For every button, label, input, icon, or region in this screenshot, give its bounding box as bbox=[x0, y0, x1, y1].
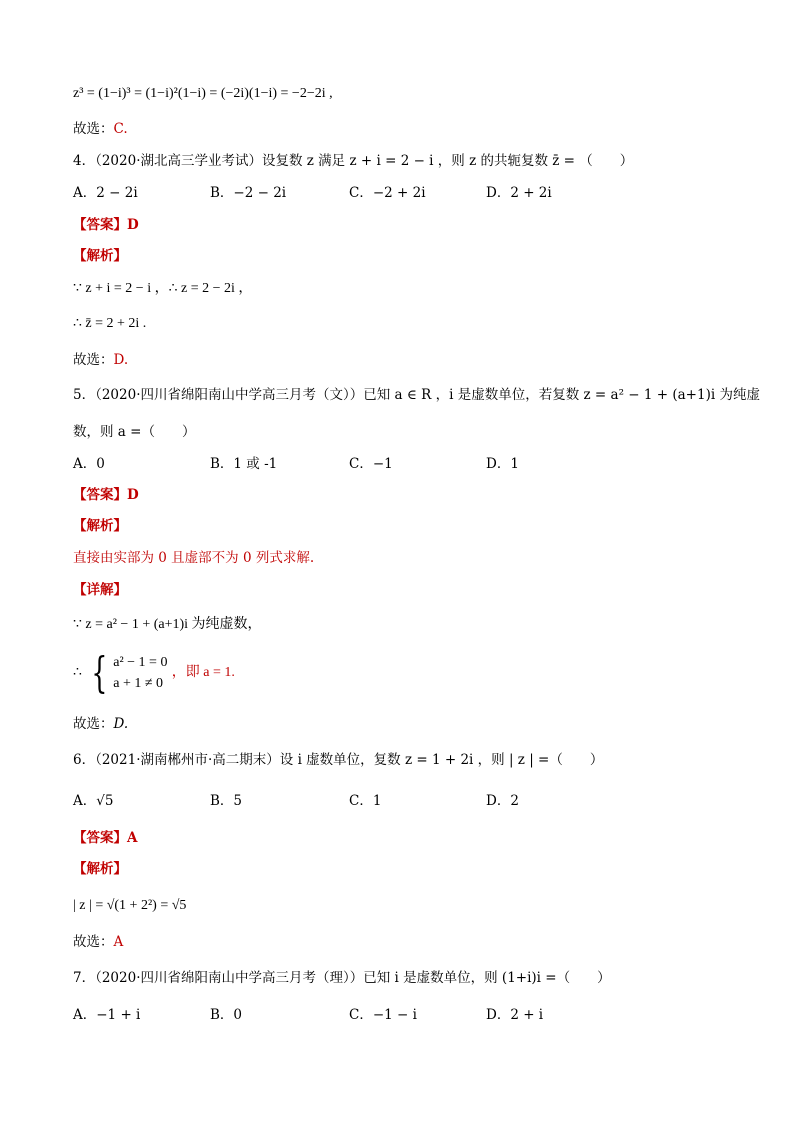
q5-option-a: A．0 bbox=[73, 456, 105, 472]
prev-solution-line: z³ = (1−i)³ = (1−i)²(1−i) = (−2i)(1−i) = −2−2i , bbox=[73, 86, 333, 101]
q7-option-c: C．−1 − i bbox=[349, 1007, 417, 1023]
q4-option-a: A．2 − 2i bbox=[73, 185, 138, 201]
q5-analysis-text: 直接由实部为 0 且虚部不为 0 列式求解. bbox=[73, 550, 315, 566]
q4-solution-line-1: ∵ z + i = 2 − i ，∴ z = 2 − 2i ， bbox=[73, 281, 253, 296]
q6-option-c: C．1 bbox=[349, 793, 382, 809]
left-brace: { bbox=[91, 648, 108, 697]
q6-option-b: B．5 bbox=[210, 793, 243, 809]
q5-option-d: D．1 bbox=[486, 456, 519, 472]
therefore-symbol: ∴ bbox=[73, 665, 82, 680]
answer-value: D bbox=[127, 217, 139, 233]
q4-solution-line-2: ∴ z̄ = 2 + 2i . bbox=[73, 316, 147, 331]
prev-final-answer bbox=[73, 119, 128, 139]
q6-final-answer: 故选：A bbox=[73, 934, 124, 950]
q6-analysis-label: 【解析】 bbox=[73, 861, 127, 877]
system-equation-1: a² − 1 = 0 bbox=[113, 655, 168, 670]
q4-answer bbox=[73, 215, 139, 235]
q4-option-b: B．−2 − 2i bbox=[210, 185, 287, 201]
choose-label: 故选： bbox=[73, 121, 114, 137]
q7-option-d: D．2 + i bbox=[486, 1007, 544, 1023]
q6-solution: | z | = √(1 + 2²) = √5 bbox=[73, 898, 187, 913]
q4-option-c: C．−2 + 2i bbox=[349, 185, 426, 201]
q5-final-answer: 故选：D. bbox=[73, 716, 129, 732]
q5-option-c: C．−1 bbox=[349, 456, 393, 472]
question-6-stem: 6．（2021·湖南郴州市·高二期末）设 i 虚数单位，复数 z = 1 + 2i ，则 | z | =（ ） bbox=[73, 752, 604, 768]
q6-option-a: A．√5 bbox=[73, 793, 114, 809]
q5-equation-system bbox=[73, 648, 235, 697]
final-answer-value: C. bbox=[113, 121, 128, 137]
q5-detail-line-1: ∵ z = a² − 1 + (a+1)i 为纯虚数， bbox=[73, 617, 262, 632]
q6-option-d: D．2 bbox=[486, 793, 519, 809]
q4-analysis-label: 【解析】 bbox=[73, 248, 127, 264]
q6-answer: 【答案】A bbox=[73, 830, 138, 846]
q5-analysis-label: 【解析】 bbox=[73, 518, 127, 534]
question-4-stem: 4．（2020·湖北高三学业考试）设复数 z 满足 z + i = 2 − i ，则 z 的共轭复数 z̄ = （ ） bbox=[73, 153, 634, 169]
system-equation-2: a + 1 ≠ 0 bbox=[113, 676, 164, 691]
question-5-stem-line-1: 5．（2020·四川省绵阳南山中学高三月考（文））已知 a ∈ R ，i 是虚数单位，若复数 z = a² − 1 + (a+1)i 为纯虚 bbox=[73, 387, 760, 403]
q4-final-answer: 故选：D. bbox=[73, 352, 129, 368]
q5-answer: 【答案】D bbox=[73, 487, 139, 503]
q5-detail-label: 【详解】 bbox=[73, 582, 127, 598]
question-7-stem: 7．（2020·四川省绵阳南山中学高三月考（理））已知 i 是虚数单位，则 (1+i)i =（ ） bbox=[73, 970, 611, 986]
q7-option-b: B．0 bbox=[210, 1007, 243, 1023]
question-5-stem-line-2: 数，则 a =（ ） bbox=[73, 424, 196, 440]
system-conclusion: ，即 a = 1. bbox=[171, 665, 235, 680]
q4-option-d: D．2 + 2i bbox=[486, 185, 552, 201]
answer-label: 【答案】 bbox=[73, 217, 127, 233]
system-equations bbox=[113, 652, 167, 694]
q7-option-a: A．−1 + i bbox=[73, 1007, 141, 1023]
q5-option-b: B．1 或 -1 bbox=[210, 456, 278, 472]
